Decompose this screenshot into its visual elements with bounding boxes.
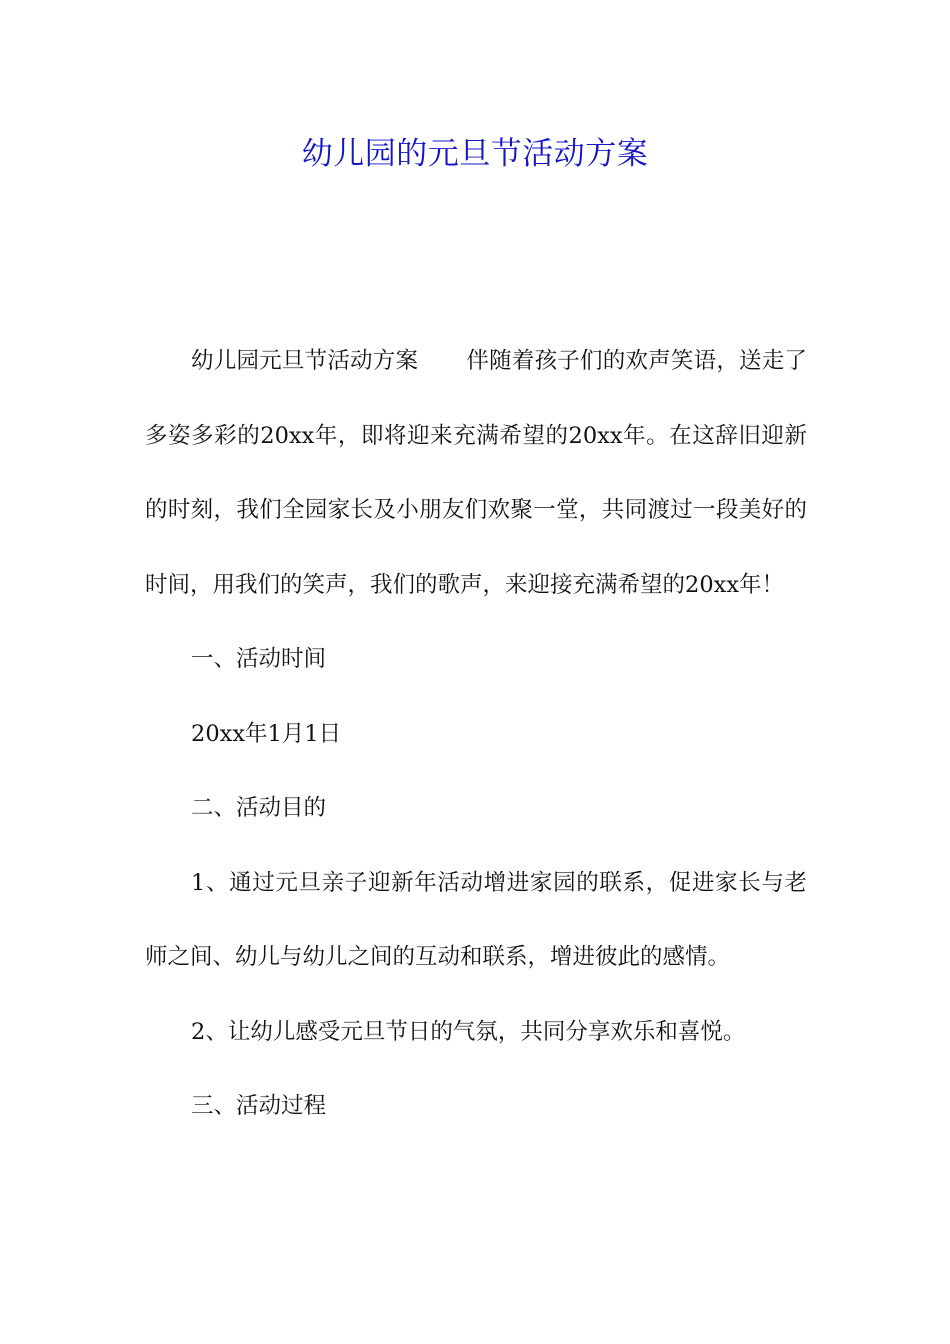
document-body [145, 324, 807, 1144]
purpose-item-2: 2、让幼儿感受元旦节日的气氛，共同分享欢乐和喜悦。 [191, 1018, 746, 1045]
document-title: 幼儿园的元旦节活动方案 [301, 136, 649, 172]
section-heading-time: 一、活动时间 [191, 646, 327, 672]
intro-label: 幼儿园元旦节活动方案 [191, 348, 419, 374]
section-heading-purpose: 二、活动目的 [191, 795, 327, 821]
intro-text: 伴随着孩子们的欢声笑语，送走了多姿多彩的20xx年，即将迎来充满希望的20xx年。在这辞旧迎新的时刻，我们全园家长及小朋友们欢聚一堂，共同渡过一段美好的时间，用我们的笑声，我们的歌声，来迎接充满希望的20xx年！ [145, 348, 807, 598]
intro-paragraph [145, 324, 807, 622]
section-heading-process: 三、活动过程 [191, 1093, 327, 1119]
activity-date: 20xx年1月1日 [191, 720, 342, 747]
purpose-item-1: 1、通过元旦亲子迎新年活动增进家园的联系，促进家长与老师之间、幼儿与幼儿之间的互动和联系，增进彼此的感情。 [145, 869, 807, 970]
